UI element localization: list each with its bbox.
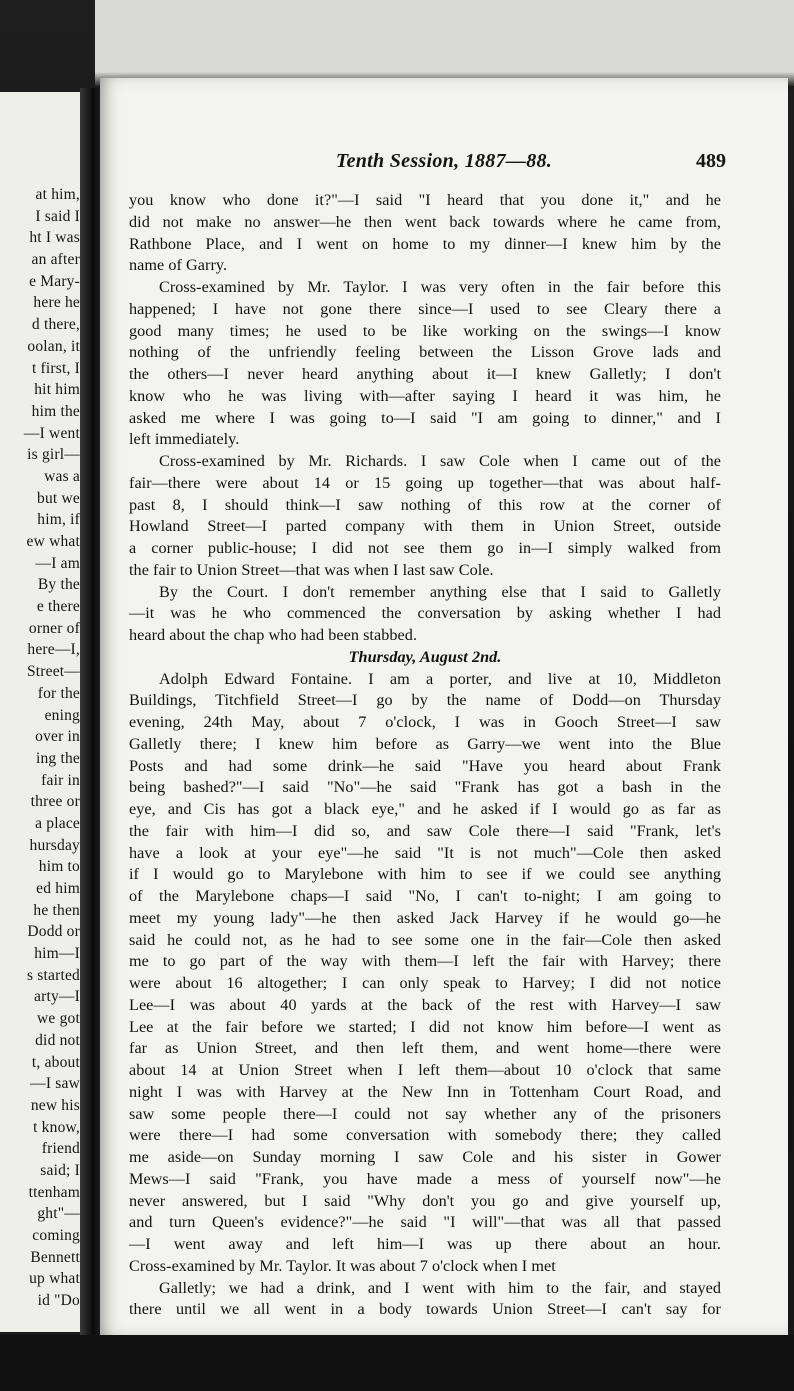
facing-line: ht I was [29,229,80,247]
facing-line: an after [31,251,80,269]
facing-line: friend [41,1140,80,1158]
text-line: Rathbone Place, and I went on home to my dinner—I knew him by the [129,234,721,253]
text-line: Cross-examined by Mr. Taylor. It was about 7 o'clock when I met [129,1256,556,1275]
facing-line: —I went [23,424,80,442]
text-line: fair—there were about 14 or 15 going up together—that was about half- [129,473,721,492]
text-line: Howland Street—I parted company with them in Union Street, outside [129,517,721,536]
facing-line: him—I [34,945,80,963]
text-line: meet my young lady"—he then asked Jack Harvey if he would go—he [129,908,721,927]
text-line: evening, 24th May, about 7 o'clock, I was in Gooch Street—I saw [129,713,721,731]
facing-line: e there [36,598,80,616]
facing-line: ening [44,706,80,724]
text-line: me aside—on Sunday morning I saw Cole and his sister in Gower [129,1148,721,1166]
facing-line: hursday [29,836,80,854]
text-line: did not make no answer—he then went back towards where he came from, [129,212,721,231]
facing-line: up what [29,1270,80,1288]
text-line: were about 16 altogether; I can only speak to Harvey; I did not notice [129,974,721,992]
facing-line: t, about [31,1053,80,1071]
text-line: said he could not, as he had to see some one in the fair—Cole then asked [129,930,721,949]
facing-line: By the [37,576,80,594]
facing-page [0,92,84,1332]
text-line: asked me where I was going to—I said "I am going to dinner," and I [129,408,721,427]
text-line: Lee—I was about 40 yards at the back of the rest with Harvey—I saw [129,995,721,1014]
facing-line: new his [30,1096,80,1114]
text-line: you know who done it?"—I said "I heard that you done it," and he [129,191,721,209]
facing-line: e Mary- [29,272,80,290]
text-line: the others—I never heard anything about it—I knew Galletly; I don't [129,365,721,383]
text-line: night I was with Harvey at the New Inn in Tottenham Court Road, and [129,1082,721,1101]
facing-line: —I saw [30,1075,80,1093]
text-line: know who he was living with—after saying I heard it was him, he [129,386,721,405]
next-page-edge [95,0,794,86]
text-line: heard about the chap who had been stabbed. [129,626,417,644]
facing-line: oolan, it [27,337,80,355]
text-line: a corner public-house; I did not see them go in—I simply walked from [129,539,721,557]
text-line: were there—I had some conversation with somebody there; they called [129,1126,721,1145]
text-line: —I went away and left him—I was up there about an hour. [129,1235,721,1253]
text-line: the fair with him—I did so, and saw Cole there—I said "Frank, let's [129,821,721,840]
text-line: nothing of the unfriendly feeling between the Lisson Grove lads and [129,343,721,362]
facing-line: orner of [28,619,80,637]
text-line: good many times; he used to be like working on the swings—I know [129,321,721,340]
facing-line: is girl— [27,446,80,464]
facing-page-text [0,184,80,1312]
facing-line: did not [35,1031,80,1049]
facing-line: he then [33,901,80,919]
facing-line: a place [35,814,80,832]
facing-line: hit him [34,381,80,399]
scan-bottom-edge [0,1335,794,1391]
facing-line: t first, I [31,359,80,377]
text-line: and turn Queen's evidence?"—he said "I will"—that was all that passed [129,1213,721,1232]
facing-line: coming [32,1227,80,1244]
facing-line: we got [37,1010,80,1028]
text-line: if I would go to Marylebone with him to see if we could see anything [129,865,721,884]
running-head: Tenth Session, 1887—88. [335,150,553,172]
text-line: me to go part of the way with them—I left the fair with Harvey; there [129,952,721,971]
facing-line: at him, [35,186,80,203]
facing-line: him the [31,402,80,420]
text-line: have a look at your eye"—he said "It is not much"—Cole then asked [129,843,721,862]
facing-line: d there, [31,316,80,334]
facing-line: him to [38,858,80,876]
facing-line: id "Do [37,1292,80,1310]
facing-line: him, if [37,511,80,529]
text-line: Galletly; we had a drink, and I went with him to the fair, and stayed [159,1278,721,1297]
text-line: Posts and had some drink—he said "Have you heard about Frank [129,756,721,775]
text-line: being bashed?"—I said "No"—he said "Frank has got a bash in the [129,778,721,797]
page-header [100,150,788,174]
facing-line: t know, [33,1118,80,1136]
text-line: Lee at the fair before we started; I did not know him before—I went as [129,1017,721,1036]
page-number: 489 [696,150,726,172]
facing-line: Street— [26,663,80,681]
text-line: happened; I have not gone there since—I used to see Cleary there a [129,299,721,318]
facing-line: said; I [40,1161,80,1179]
facing-line: three or [30,793,80,811]
book-gutter [80,88,102,1336]
facing-line: for the [37,684,80,702]
text-line: Cross-examined by Mr. Taylor. I was very often in the fair before this [159,278,721,296]
text-line: saw some people there—I could not say whether any of the prisoners [129,1104,721,1123]
text-line: there until we all went in a body towards Union Street—I can't say for [129,1300,721,1319]
text-line: name of Garry. [129,256,228,275]
facing-line: ing the [35,749,80,767]
facing-line: was a [44,467,80,485]
text-line: left immediately. [129,430,240,449]
text-line: Buildings, Titchfield Street—I go by the name of Dodd—on Thursday [129,691,721,710]
text-line: —it was he who commenced the conversation by asking whether I had [129,604,721,623]
text-line: never answered, but I said "Why don't you go and give yourself up, [129,1191,721,1210]
facing-line: arty—I [34,988,80,1006]
text-line: Mews—I said "Frank, you have made a mess of yourself now"—he [129,1169,721,1188]
text-line: the fair to Union Street—that was when I last saw Cole. [129,560,494,579]
text-line: Cross-examined by Mr. Richards. I saw Cole when I came out of the [159,452,721,470]
text-line: about 14 at Union Street when I left them—about 10 o'clock that same [129,1061,721,1079]
facing-line: ed him [36,880,80,897]
text-line: Thursday, August 2nd. [348,647,502,666]
facing-line: ght"— [37,1205,80,1223]
facing-line: —I am [35,554,80,572]
facing-line: I said I [35,207,80,225]
facing-line: here he [33,294,80,312]
facing-line: here—I, [27,641,80,659]
text-line: past 8, I should think—I saw nothing of this row at the corner of [129,495,721,514]
text-line: Galletly there; I knew him before as Garry—we went into the Blue [129,734,721,753]
facing-line: fair in [41,771,80,789]
text-line: of the Marylebone chaps—I said "No, I can't to-night; I am going to [129,887,721,905]
facing-line: ew what [26,533,80,550]
main-page [100,78,788,1335]
text-line: By the Court. I don't remember anything else that I said to Galletly [159,582,721,601]
facing-line: but we [37,489,80,507]
facing-line: over in [35,728,80,746]
body-text [129,190,721,1321]
text-line: Adolph Edward Fontaine. I am a porter, and live at 10, Middleton [159,669,721,688]
facing-line: Dodd or [27,923,80,941]
facing-line: Bennett [30,1248,80,1266]
facing-line: s started [26,966,80,984]
facing-line: ttenham [28,1183,80,1201]
text-line: far as Union Street, and then left them, and went home—there were [129,1039,721,1058]
text-line: eye, and Cis has got a black eye," and he asked if I would go as far as [129,800,721,818]
